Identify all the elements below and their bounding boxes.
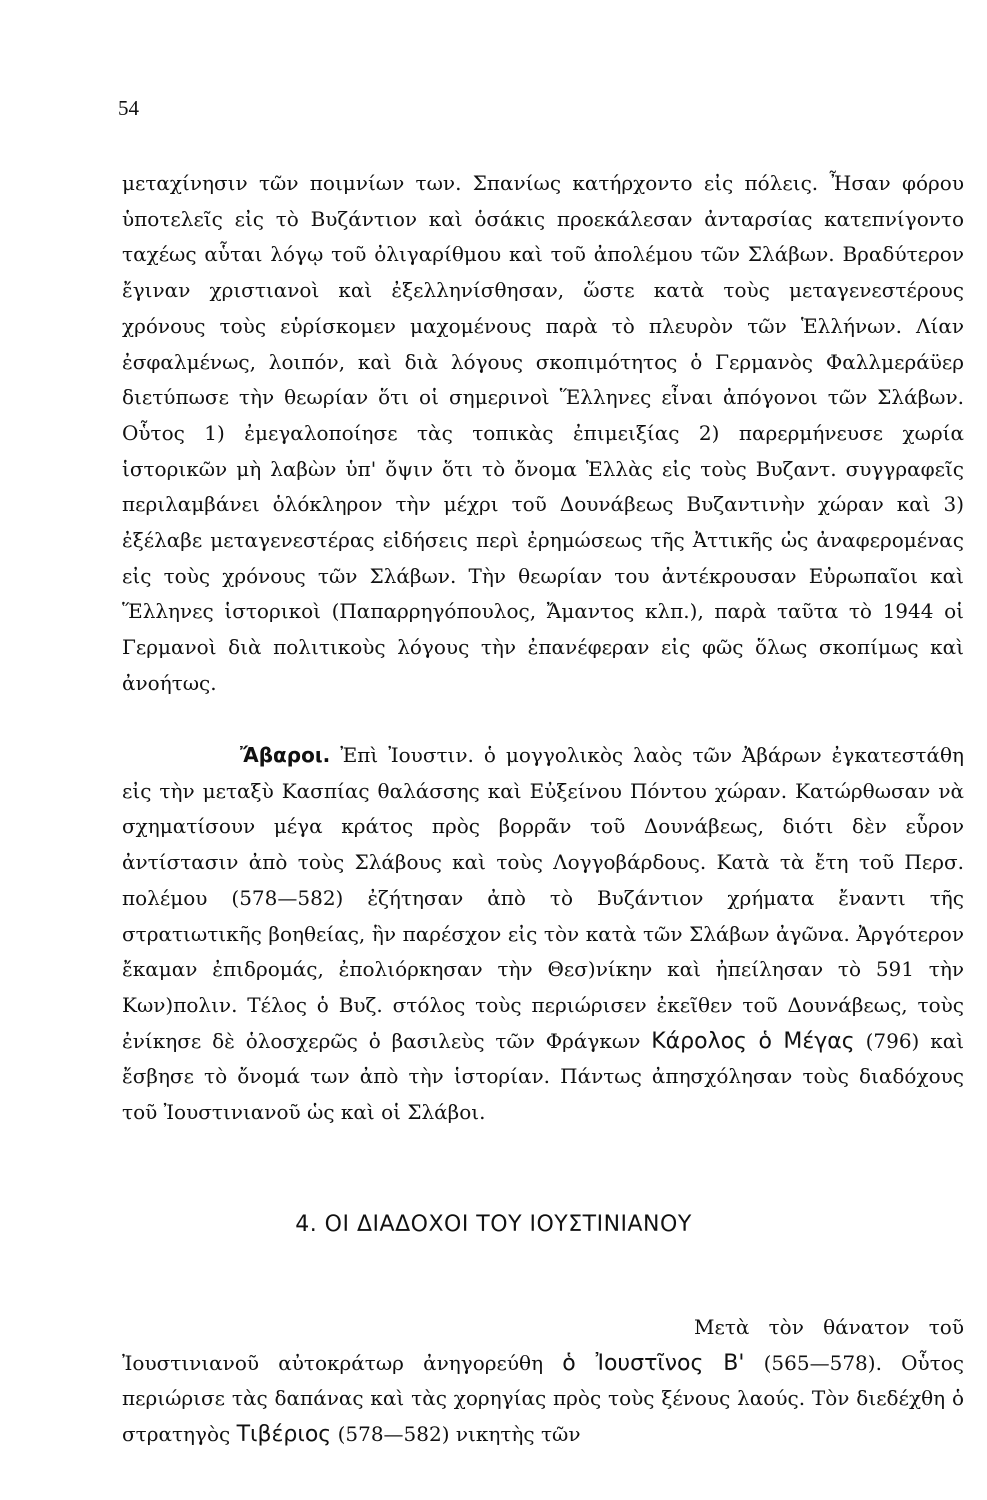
name-charlemagne: Κάρολος ὁ Μέγας	[651, 1028, 855, 1054]
paragraph-successors-a: Μετὰ τὸν θάνατον τοῦ Ἰουστινιανοῦ αὐτοκράτωρ ἀνηγορεύθη	[122, 1315, 964, 1375]
name-tiberius: Τιβέριος	[236, 1422, 332, 1448]
paragraph-slavs: μεταχίνησιν τῶν ποιμνίων των. Σπανίως κατήρχοντο εἰς πόλεις. Ἦσαν φόρου ὑποτελεῖς εἰς τὸ Βυζάντιον καὶ ὁσάκις προεκάλεσαν ἀνταρσίας κατεπνίγοντο ταχέως αὗται λόγῳ τοῦ ὀλιγαρίθμου καὶ τοῦ ἀπολέμου τῶν Σλάβων. Βραδύτερον ἔγιναν χριστιανοὶ καὶ ἐξελληνίσθησαν, ὥστε κατὰ τοὺς μεταγενεστέρους χρόνους τοὺς εὑρίσκομεν μαχομένους παρὰ τὸ πλευρὸν τῶν Ἑλλήνων. Λίαν ἐσφαλμένως, λοιπόν, καὶ διὰ λόγους σκοπιμότητος ὁ Γερμανὸς Φαλλμεράϋερ διετύπωσε τὴν θεωρίαν ὅτι οἱ σημερινοὶ Ἕλληνες εἶναι ἀπόγονοι τῶν Σλάβων. Οὗτος 1) ἐμεγαλοποίησε τὰς τοπικὰς ἐπιμειξίας 2) παρερμήνευσε χωρία ἱστορικῶν μὴ λαβὼν ὑπ' ὄψιν ὅτι τὸ ὄνομα Ἑλλὰς εἰς τοὺς Βυζαντ. συγγραφεῖς περιλαμβάνει ὁλόκληρον τὴν μέχρι τοῦ Δουνάβεως Βυζαντινὴν χώραν καὶ 3) ἐξέλαβε μεταγενεστέρας εἰδήσεις περὶ ἐρημώσεως τῆς Ἀττικῆς ὡς ἀναφερομένας εἰς τοὺς χρόνους τῶν Σλάβων. Τὴν θεωρίαν του ἀντέκρουσαν Εὐρωπαῖοι καὶ Ἕλληνες ἱστορικοὶ (Παπαρρηγόπουλος, Ἄμαντος κλπ.), παρὰ ταῦτα τὸ 1944 οἱ Γερμανοὶ διὰ πολιτικοὺς λόγους τὴν ἐπανέφεραν εἰς φῶς ὅλως σκοπίμως καὶ ἀνοήτως.	[122, 171, 964, 695]
page-number: 54	[118, 96, 139, 120]
paragraph-avars	[122, 738, 964, 1131]
paragraph-avars-end: (796) καὶ ἔσβησε τὸ ὄνομά των ἀπὸ τὴν ἱστορίαν. Πάντως ἀπησχόλησαν τοὺς διαδόχους τοῦ Ἰουστινιανοῦ ὡς καὶ οἱ Σλάβοι.	[122, 1028, 965, 1125]
paragraph-successors-b: (565—578). Οὗτος περιώρισε τὰς δαπάνας καὶ τὰς χορηγίας πρὸς τοὺς ξένους λαούς. Τὸν διεδέχθη ὁ στρατηγὸς	[122, 1350, 965, 1447]
section-heading: 4. ΟΙ ΔΙΑΔΟΧΟΙ ΤΟΥ ΙΟΥΣΤΙΝΙΑΝΟΥ	[295, 1212, 692, 1237]
name-justin-ii: ὁ Ἰουστῖνος Β'	[562, 1350, 745, 1376]
section-lead-avars: Ἄβαροι.	[240, 743, 331, 767]
paragraph-successors-c: (578—582) νικητὴς τῶν	[337, 1422, 581, 1447]
paragraph-successors	[122, 1310, 964, 1453]
paragraph-avars-text: Ἐπὶ Ἰουστιν. ὁ μογγολικὸς λαὸς τῶν Ἀβάρων ἐγκατεστάθη εἰς τὴν μεταξὺ Κασπίας θαλάσσης καὶ Εὐξείνου Πόντου χώραν. Κατώρθωσαν νὰ σχηματίσουν μέγα κράτος πρὸς βορρᾶν τοῦ Δουνάβεως, διότι δὲν εὗρον ἀντίστασιν ἀπὸ τοὺς Σλάβους καὶ τοὺς Λογγοβάρδους. Κατὰ τὰ ἔτη τοῦ Περσ. πολέμου (578—582) ἐζήτησαν ἀπὸ τὸ Βυζάντιον χρήματα ἔναντι τῆς στρατιωτικῆς βοηθείας, ἣν παρέσχον εἰς τὸν κατὰ τῶν Σλάβων ἀγῶνα. Ἀργότερον ἔκαμαν ἐπιδρομάς, ἐπολιόρκησαν τὴν Θεσ)νίκην καὶ ἠπείλησαν τὸ 591 τὴν Κων)πολιν. Τέλος ὁ Βυζ. στόλος τοὺς περιώρισεν ἐκεῖθεν τοῦ Δουνάβεως, τοὺς ἐνίκησε δὲ ὁλοσχερῶς ὁ βασιλεὺς τῶν Φράγκων	[122, 743, 964, 1053]
